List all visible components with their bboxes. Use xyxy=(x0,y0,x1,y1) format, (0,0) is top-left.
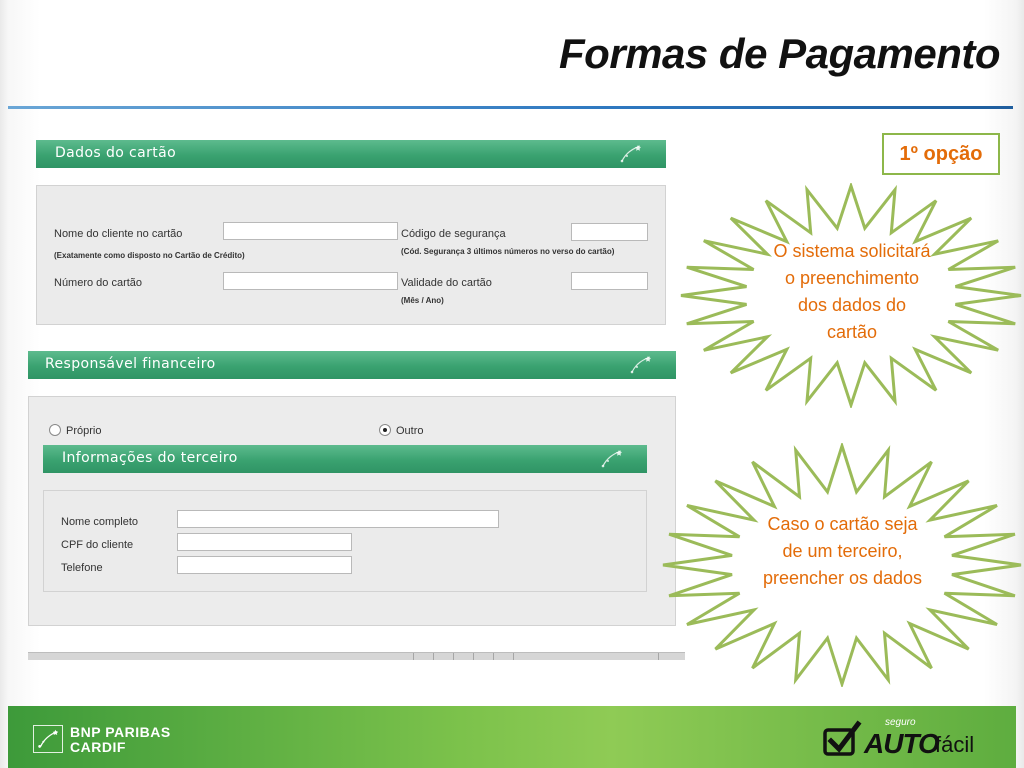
bnp-line-2: CARDIF xyxy=(70,739,126,755)
horizontal-scrollbar[interactable] xyxy=(28,652,685,660)
card-section-header xyxy=(36,140,666,168)
option-label-box: 1º opção xyxy=(882,133,1000,175)
starburst-1-text: O sistema solicitará o preenchimento dos dados do cartão xyxy=(773,241,931,342)
logo-auto-text: AUTO xyxy=(864,728,939,759)
card-section-title: Dados do cartão xyxy=(55,145,177,161)
third-party-section-panel xyxy=(43,490,647,592)
card-validity-note: (Mês / Ano) xyxy=(401,296,444,305)
bnp-stars-icon xyxy=(616,143,644,165)
bnp-paribas-cardif-logo xyxy=(70,725,171,755)
radio-proprio-label: Próprio xyxy=(66,425,102,437)
radio-proprio[interactable] xyxy=(49,424,61,436)
bnp-paribas-logo-icon xyxy=(33,725,63,753)
card-name-note: (Exatamente como disposto no Cartão de Crédito) xyxy=(54,251,245,260)
phone-input[interactable] xyxy=(177,556,352,574)
security-code-label: Código de segurança xyxy=(401,228,506,240)
phone-label: Telefone xyxy=(61,562,103,574)
bnp-line-1: BNP PARIBAS xyxy=(70,724,171,740)
card-name-label: Nome do cliente no cartão xyxy=(54,228,183,240)
scrollbar-segment xyxy=(453,653,471,660)
title-divider xyxy=(8,106,1013,109)
bnp-stars-icon xyxy=(626,354,654,376)
security-code-input[interactable] xyxy=(571,223,648,241)
radio-outro[interactable] xyxy=(379,424,391,436)
card-section-panel xyxy=(36,185,666,325)
bnp-stars-icon xyxy=(597,448,625,470)
scrollbar-segment xyxy=(493,653,511,660)
page-title: Formas de Pagamento xyxy=(559,30,1000,77)
scrollbar-segment xyxy=(413,653,431,660)
fullname-label: Nome completo xyxy=(61,516,139,528)
security-code-note: (Cód. Segurança 3 últimos números no verso do cartão) xyxy=(401,247,615,256)
responsible-section-header xyxy=(28,351,676,379)
scrollbar-segment xyxy=(473,653,491,660)
logo-facil-text: fácil xyxy=(935,732,975,757)
cpf-input[interactable] xyxy=(177,533,352,551)
third-party-section-header xyxy=(43,445,647,473)
cpf-label: CPF do cliente xyxy=(61,539,134,551)
card-number-input[interactable] xyxy=(223,272,398,290)
radio-outro-label: Outro xyxy=(396,425,424,437)
fullname-input[interactable] xyxy=(177,510,499,528)
scrollbar-segment xyxy=(433,653,451,660)
card-number-label: Número do cartão xyxy=(54,277,143,289)
responsible-section-title: Responsável financeiro xyxy=(45,356,216,372)
third-party-section-title: Informações do terceiro xyxy=(62,450,238,466)
logo-seguro-text: seguro xyxy=(885,717,916,728)
card-validity-input[interactable] xyxy=(571,272,648,290)
starburst-2-text: Caso o cartão seja de um terceiro, preencher os dados xyxy=(762,514,923,588)
scrollbar-segment xyxy=(513,653,531,660)
card-validity-label: Validade do cartão xyxy=(401,277,492,289)
card-name-input[interactable] xyxy=(223,222,398,240)
